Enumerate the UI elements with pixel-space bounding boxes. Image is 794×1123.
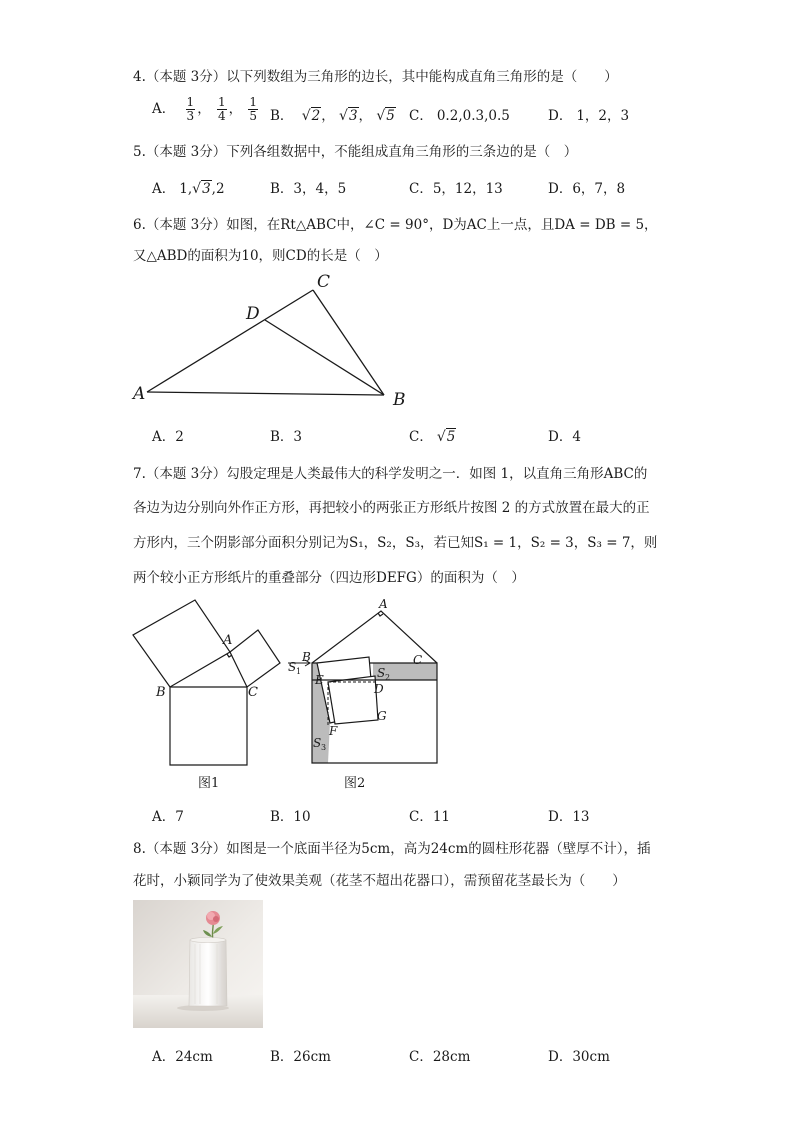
q7-stem-line-4: 两个较小正方形纸片的重叠部分（四边形DEFG）的面积为（ ） (133, 570, 525, 586)
q7-fig2-label-f: F (329, 724, 338, 738)
q7-fig2-label-b: B (302, 650, 311, 664)
q7-fig2-sub1: 1 (296, 667, 302, 676)
q5-option-b[interactable]: B．3，4，5 (270, 181, 347, 197)
q4-sqrt-3: √3 (339, 108, 358, 124)
q7-options (152, 805, 712, 827)
q4-sqrt-2: √2 (301, 108, 321, 124)
q5-option-c[interactable]: C．5，12，13 (409, 181, 503, 197)
q7-fig2-label-e: E (315, 673, 324, 687)
q7-option-a[interactable]: A．7 (152, 809, 184, 825)
q7-fig2-label-c: C (413, 653, 423, 667)
q7-option-b[interactable]: B．10 (270, 809, 311, 825)
q7-figure-2 (282, 598, 442, 798)
q6-stem-line-2: 又△ABD的面积为10，则CD的长是（ ） (133, 248, 388, 264)
q7-fig2-label-s1: S (288, 660, 297, 674)
q6-option-a[interactable]: A．2 (152, 429, 184, 445)
q8-option-c[interactable]: C．28cm (409, 1049, 471, 1065)
q4-sep-1: ， (197, 101, 211, 117)
q5-options (152, 177, 712, 199)
q4-options (152, 95, 712, 124)
q7-fig1-label-a: A (223, 633, 233, 648)
q7-fig2-label-d: D (374, 682, 384, 696)
q5-option-d[interactable]: D．6，7，8 (548, 181, 626, 197)
q4-sep-2: ， (228, 101, 243, 117)
q5-option-a[interactable] (152, 177, 225, 197)
q6-option-c-key: C． (409, 429, 433, 445)
q6-stem-line-1: 6.（本题 3分）如图，在Rt△ABC中，∠C = 90°，D为AC上一点，且DA = DB = 5， (133, 217, 658, 233)
q4-option-d-value: 1，2，3 (576, 108, 630, 124)
q4-frac-3: $\frac{1}{5}$ (249, 95, 258, 123)
q4-option-a[interactable] (152, 96, 260, 123)
q4-option-c[interactable] (409, 104, 510, 124)
q4-option-d-key: D． (548, 108, 573, 124)
q6-label-b: B (393, 390, 406, 410)
vase-photo (133, 900, 263, 1028)
q7-fig2-sub2: 2 (385, 673, 391, 682)
q8-options (152, 1045, 712, 1067)
q6-option-b[interactable]: B．3 (270, 429, 303, 445)
q4-frac-2: $\frac{1}{4}$ (217, 95, 226, 123)
q4-option-b[interactable] (270, 104, 396, 124)
q8-option-d[interactable]: D．30cm (548, 1049, 610, 1065)
q7-figure-1 (125, 595, 290, 795)
q7-fig2-caption: 图2 (344, 776, 366, 791)
q4-option-b-key: B． (270, 108, 294, 124)
q7-fig2-label-s3: S (313, 736, 322, 750)
q7-fig2-label-s2: S (377, 666, 386, 680)
q4-option-a-key: A． (152, 101, 176, 117)
q5-stem: 5.（本题 3分）下列各组数据中，不能组成直角三角形的三条边的是（ ） (133, 144, 578, 160)
q6-option-d[interactable]: D．4 (548, 429, 581, 445)
q8-option-b[interactable]: B．26cm (270, 1049, 331, 1065)
q4-option-d[interactable] (548, 104, 629, 124)
q5-a-post: ,2 (211, 181, 225, 197)
q7-fig1-caption: 图1 (198, 776, 220, 791)
q4-sqrt-5: √5 (376, 108, 395, 124)
q7-option-c[interactable]: C．11 (409, 809, 451, 825)
q6-label-a: A (133, 384, 146, 404)
q4-b-sep-2: ， (358, 108, 373, 124)
q5-a-pre: 1, (179, 181, 193, 197)
q7-stem-line-1: 7.（本题 3分）勾股定理是人类最伟大的科学发明之一．如图 1，以直角三角形ABC的 (133, 466, 648, 482)
q7-fig1-label-b: B (156, 685, 166, 700)
q6-option-c[interactable] (409, 425, 456, 445)
q4-frac-1: $\frac{1}{3}$ (186, 95, 195, 123)
q4-option-c-key: C． (409, 108, 433, 124)
q6-label-d: D (246, 304, 260, 324)
q6-label-c: C (317, 272, 331, 292)
q4-b-sep-1: ， (321, 108, 335, 124)
q6-sqrt-5: √5 (436, 429, 456, 445)
q7-fig2-label-g: G (377, 709, 387, 723)
q7-stem-line-2: 各边为边分别向外作正方形，再把较小的两张正方形纸片按图 2 的方式放置在最大的正 (133, 500, 650, 516)
q4-option-c-value: 0.2,0.3,0.5 (436, 108, 510, 124)
q7-fig2-label-a: A (379, 598, 388, 611)
q4-stem: 4.（本题 3分）以下列数组为三角形的边长，其中能构成直角三角形的是（ ） (133, 69, 618, 85)
q8-stem-line-1: 8.（本题 3分）如图是一个底面半径为5cm，高为24cm的圆柱形花器（壁厚不计），插 (133, 841, 651, 857)
q7-fig1-label-c: C (248, 685, 258, 700)
q5-option-a-key: A． (152, 181, 176, 197)
q6-options (152, 425, 712, 447)
q8-stem-line-2: 花时，小颖同学为了使效果美观（花茎不超出花器口），需预留花茎最长为（ ） (133, 873, 626, 889)
q7-stem-line-3: 方形内，三个阴影部分面积分别记为S₁，S₂，S₃，若已知S₁ = 1，S₂ = 3，S₃ = 7，则 (133, 535, 658, 551)
q7-fig2-sub3: 3 (321, 743, 327, 752)
q7-option-d[interactable]: D．13 (548, 809, 590, 825)
q5-sqrt-3: √3 (192, 181, 211, 197)
q6-triangle-figure (125, 268, 425, 413)
q8-option-a[interactable]: A．24cm (152, 1049, 213, 1065)
